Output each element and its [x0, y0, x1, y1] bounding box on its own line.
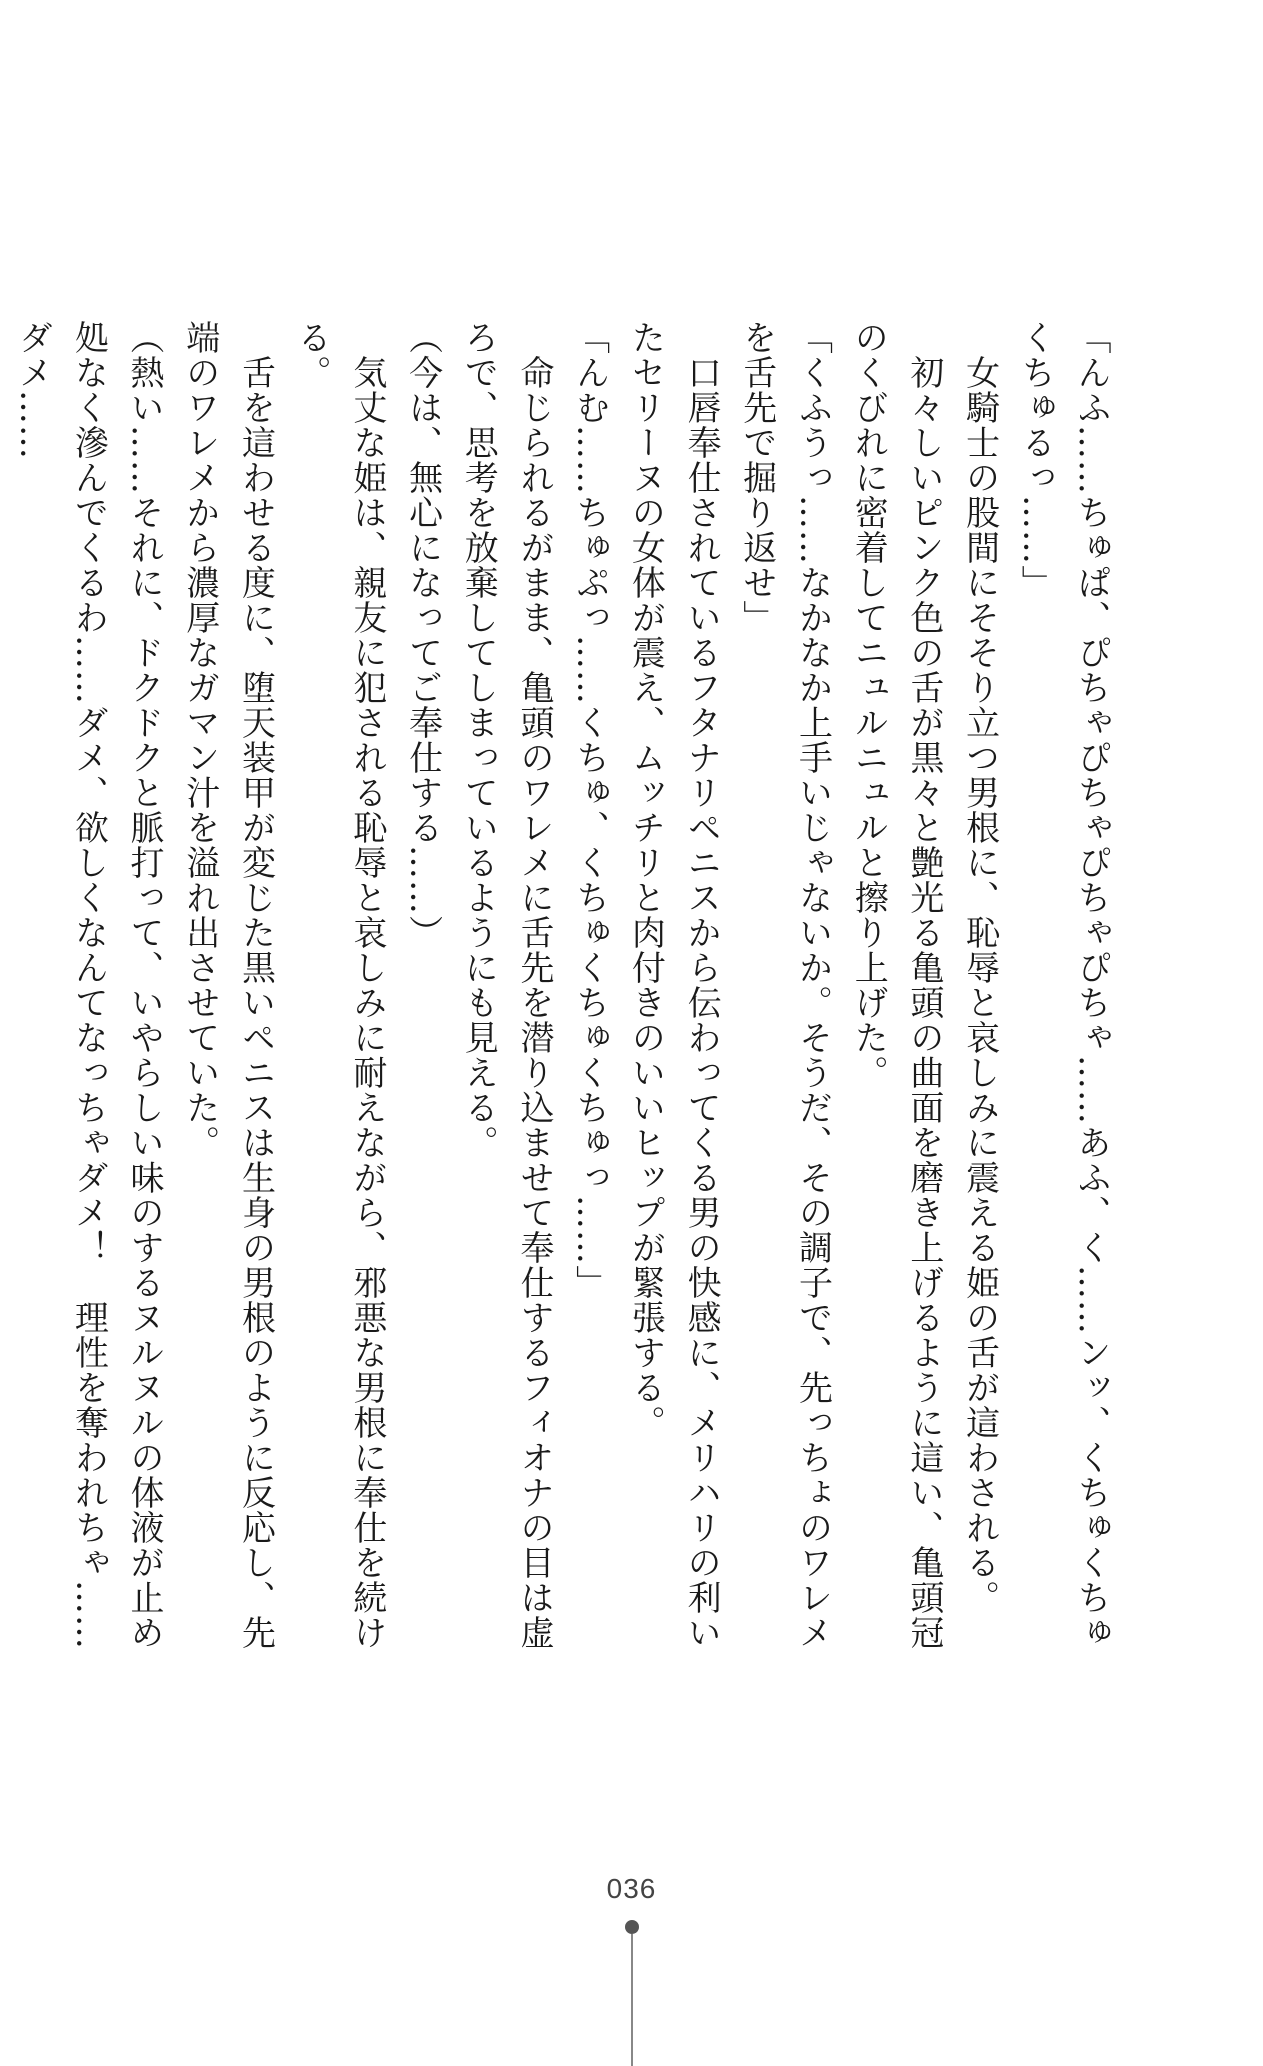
text-line: 命じられるがまま、亀頭のワレメに舌先を潜り込ませて奉仕するフィオナの目は虚ろで、思考を放棄してしまっているようにも見える。 — [458, 320, 554, 1650]
text-line: 口唇奉仕されているフタナリペニスから伝わってくる男の快感に、メリハリの利いたセリーヌの女体が震え、ムッチリと肉付きのいいヒップが緊張する。 — [625, 320, 722, 1650]
text-line: 初々しいピンク色の舌が黒々と艶光る亀頭の曲面を磨き上げるように這い、亀頭冠のくびれに密着してニュルニュルと擦り上げた。 — [848, 320, 944, 1650]
body-text — [12, 320, 1118, 1670]
text-line: （熱い……それに、ドクドクと脈打って、いやらしい味のするヌルヌルの体液が止め処なく滲んでくるわ……ダメ、欲しくなんてなっちゃダメ！ 理性を奪われちゃ……ダメ…… — [12, 320, 165, 1650]
page-number: 036 — [606, 1873, 657, 1904]
text-line: 「んむ……ちゅぷっ……くちゅ、くちゅくちゅくちゅっ……」 — [569, 320, 610, 1300]
text-line: （今は、無心になってご奉仕する……） — [402, 320, 443, 950]
text-line: 気丈な姫は、親友に犯される恥辱と哀しみに耐えながら、邪悪な男根に奉仕を続ける。 — [291, 320, 387, 1650]
folio-dot-ornament — [625, 1920, 639, 1934]
text-line: 「んふ……ちゅぱ、ぴちゃぴちゃぴちゃぴちゃ……あふ、く……ンッ、くちゅくちゅくちゅるっ……」 — [1015, 320, 1111, 1650]
folio-line-ornament — [631, 1934, 633, 2066]
text-line: 舌を這わせる度に、堕天装甲が変じた黒いペニスは生身の男根のように反応し、先端のワレメから濃厚なガマン汁を溢れ出させていた。 — [179, 320, 276, 1650]
text-line: 女騎士の股間にそそり立つ男根に、恥辱と哀しみに震える姫の舌が這わされる。 — [959, 320, 1000, 1615]
text-line: 「くふうっ……なかなか上手いじゃないか。そうだ、その調子で、先っちょのワレメを舌先で掘り返せ」 — [736, 320, 833, 1650]
